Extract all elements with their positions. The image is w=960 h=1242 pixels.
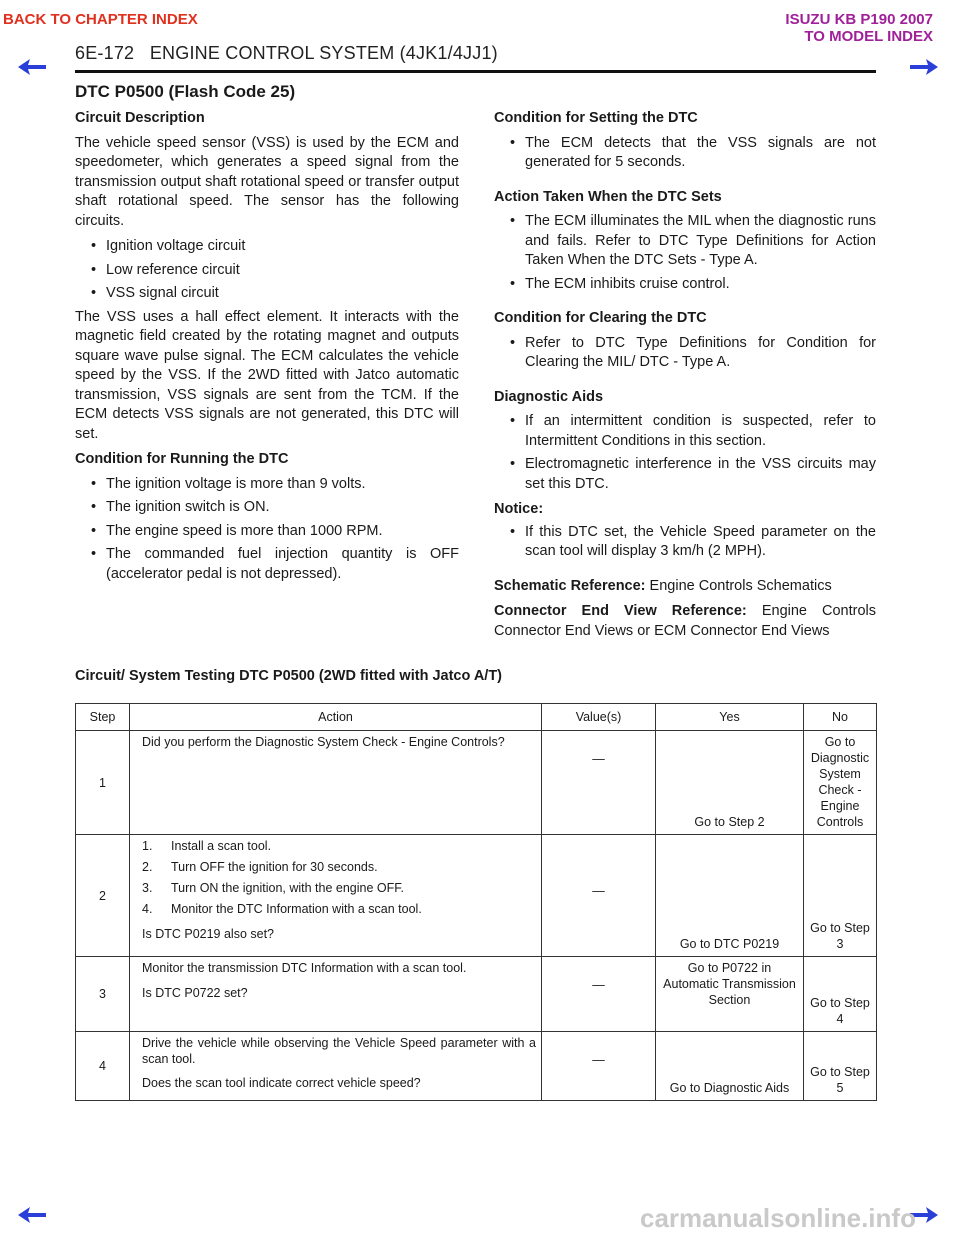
connector-reference-value: Engine Controls Connector End Views or ECM Connector End Views bbox=[494, 603, 877, 639]
table-row bbox=[76, 731, 877, 835]
value-cell: — bbox=[542, 731, 656, 835]
circuit-description-text: The vehicle speed sensor (VSS) is used by the ECM and speedometer, which generates a speed signal from the transmission output shaft rotational speed or transfer output shaft rotational speed. The sensor has the following circuits. bbox=[75, 134, 459, 229]
question-text: Is DTC P0219 also set? bbox=[142, 927, 275, 941]
table-header-row bbox=[76, 704, 877, 731]
running-conditions-heading: Condition for Running the DTC bbox=[75, 451, 289, 467]
step-number: 3 bbox=[76, 957, 130, 1032]
clearing-conditions-heading: Condition for Clearing the DTC bbox=[494, 310, 707, 326]
no-cell: Go to Diagnostic System Check - Engine Controls bbox=[804, 731, 877, 835]
action-text: Did you perform the Diagnostic System Check - Engine Controls? bbox=[142, 735, 505, 749]
model-title-link[interactable] bbox=[785, 11, 933, 45]
next-page-arrow-icon[interactable] bbox=[910, 59, 938, 75]
list-item: 3. Turn ON the ignition, with the engine OFF. bbox=[142, 881, 404, 895]
to-model-index-link[interactable]: TO MODEL INDEX bbox=[804, 28, 933, 45]
list-item: • Ignition voltage circuit bbox=[89, 237, 459, 257]
no-cell: Go to Step 3 bbox=[804, 835, 877, 957]
table-title: Circuit/ System Testing DTC P0500 (2WD fitted with Jatco A/T) bbox=[75, 668, 503, 684]
value-cell: — bbox=[542, 835, 656, 957]
list-item: • The ECM detects that the VSS signals are not generated for 5 seconds. bbox=[508, 134, 876, 173]
right-column bbox=[494, 109, 876, 647]
no-cell: Go to Step 5 bbox=[804, 1032, 877, 1101]
list-item: • The ECM illuminates the MIL when the diagnostic runs and fails. Refer to DTC Type Definitions for Action Taken When the DTC Sets - Type A. bbox=[508, 212, 876, 271]
col-header-yes: Yes bbox=[656, 704, 804, 731]
watermark: carmanualsonline.info bbox=[640, 1203, 916, 1233]
previous-page-arrow-icon[interactable] bbox=[18, 1207, 46, 1223]
notice-heading: Notice: bbox=[494, 501, 544, 517]
list-item: • Electromagnetic interference in the VSS circuits may set this DTC. bbox=[508, 455, 876, 494]
page-header-title: 6E-172 ENGINE CONTROL SYSTEM (4JK1/4JJ1) bbox=[75, 43, 498, 63]
step-number: 2 bbox=[76, 835, 130, 957]
list-item: • The commanded fuel injection quantity is OFF (accelerator pedal is not depressed). bbox=[89, 545, 459, 584]
schematic-reference-value: Engine Controls Schematics bbox=[649, 577, 832, 594]
running-conditions-list bbox=[75, 475, 459, 585]
clearing-conditions-list bbox=[494, 334, 876, 373]
model-title: ISUZU KB P190 2007 bbox=[785, 11, 933, 28]
connector-reference bbox=[494, 602, 876, 641]
step-number: 1 bbox=[76, 731, 130, 835]
action-cell bbox=[130, 957, 542, 1032]
left-column bbox=[75, 109, 459, 599]
list-item: 1. Install a scan tool. bbox=[142, 839, 272, 853]
col-header-action: Action bbox=[130, 704, 542, 731]
action-text: Drive the vehicle while observing the Vehicle Speed parameter with a scan tool. bbox=[142, 1036, 536, 1066]
list-item: • Refer to DTC Type Definitions for Condition for Clearing the MIL/ DTC - Type A. bbox=[508, 334, 876, 373]
circuit-description-heading: Circuit Description bbox=[75, 110, 205, 126]
list-item: 4. Monitor the DTC Information with a scan tool. bbox=[142, 902, 422, 916]
substep-list bbox=[142, 838, 536, 917]
diagnostic-table bbox=[75, 703, 877, 1101]
yes-cell: Go to DTC P0219 bbox=[656, 835, 804, 957]
setting-conditions-heading: Condition for Setting the DTC bbox=[494, 110, 698, 126]
col-header-values: Value(s) bbox=[542, 704, 656, 731]
setting-conditions-list bbox=[494, 134, 876, 173]
back-to-chapter-index-link[interactable]: BACK TO CHAPTER INDEX bbox=[3, 11, 198, 28]
question-text: Does the scan tool indicate correct vehicle speed? bbox=[142, 1076, 421, 1090]
dtc-title: DTC P0500 (Flash Code 25) bbox=[75, 82, 296, 101]
table-row bbox=[76, 1032, 877, 1101]
col-header-step: Step bbox=[76, 704, 130, 731]
table-row bbox=[76, 835, 877, 957]
value-cell: — bbox=[542, 957, 656, 1032]
list-item: • The ignition switch is ON. bbox=[89, 498, 459, 518]
action-text: Monitor the transmission DTC Information with a scan tool. bbox=[142, 961, 467, 975]
action-cell bbox=[130, 835, 542, 957]
question-text: Is DTC P0722 set? bbox=[142, 986, 248, 1000]
list-item: • Low reference circuit bbox=[89, 261, 459, 281]
circuit-list bbox=[75, 237, 459, 304]
action-taken-heading: Action Taken When the DTC Sets bbox=[494, 188, 722, 205]
list-item: • The ECM inhibits cruise control. bbox=[508, 275, 876, 295]
connector-reference-label: Connector End View Reference: bbox=[494, 603, 747, 619]
list-item: • The ignition voltage is more than 9 volts. bbox=[89, 475, 459, 495]
no-cell: Go to Step 4 bbox=[804, 957, 877, 1032]
yes-cell: Go to Step 2 bbox=[656, 731, 804, 835]
diagnostic-aids-heading: Diagnostic Aids bbox=[494, 388, 604, 405]
list-item: 2. Turn OFF the ignition for 30 seconds. bbox=[142, 860, 378, 874]
value-cell: — bbox=[542, 1032, 656, 1101]
yes-cell: Go to Diagnostic Aids bbox=[656, 1032, 804, 1101]
header-rule bbox=[75, 70, 876, 73]
yes-cell: Go to P0722 in Automatic Transmission Section bbox=[656, 957, 804, 1032]
table-row bbox=[76, 957, 877, 1032]
step-number: 4 bbox=[76, 1032, 130, 1101]
vss-description-text: The VSS uses a hall effect element. It interacts with the magnetic field created by the rotating magnet and outputs square wave pulse signal. The ECM calculates the vehicle speed by the VSS. If the 2WD fitted with Jatco automatic transmission, VSS signals are sent from the TCM. If the ECM detects VSS signals are not generated, this DTC will set. bbox=[75, 308, 459, 442]
col-header-no: No bbox=[804, 704, 877, 731]
previous-page-arrow-icon[interactable] bbox=[18, 59, 46, 75]
notice-list bbox=[494, 523, 876, 562]
action-taken-list bbox=[494, 212, 876, 294]
action-cell bbox=[130, 731, 542, 835]
list-item: • If this DTC set, the Vehicle Speed parameter on the scan tool will display 3 km/h (2 MPH). bbox=[508, 523, 876, 562]
list-item: • VSS signal circuit bbox=[89, 284, 459, 304]
diagnostic-aids-list bbox=[494, 412, 876, 494]
list-item: • The engine speed is more than 1000 RPM. bbox=[89, 522, 459, 542]
schematic-reference bbox=[494, 577, 876, 597]
action-cell bbox=[130, 1032, 542, 1101]
schematic-reference-label: Schematic Reference: bbox=[494, 577, 646, 594]
list-item: • If an intermittent condition is suspected, refer to Intermittent Conditions in this section. bbox=[508, 412, 876, 451]
